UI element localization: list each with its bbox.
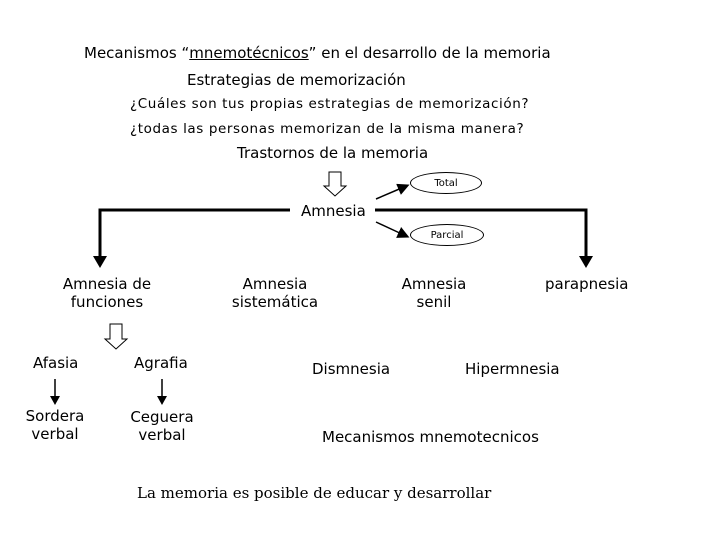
partial-oval [410,224,484,246]
afasia: Afasia [33,354,79,372]
question-2: ¿todas las personas memorizan de la misma manera? [130,121,525,137]
afasia-arrow [50,379,60,405]
strategies-heading: Estrategias de memorización [187,71,406,89]
hollow-down-arrow-icon [324,172,346,196]
sordera-verbal: Sordera verbal [25,407,85,443]
hollow-down-arrow-icon [105,324,127,349]
hipermnesia: Hipermnesia [465,360,560,378]
partial-label: Parcial [430,229,464,241]
right-branch-arrow [375,210,593,268]
title-suffix: ” en el desarrollo de la memoria [308,44,551,62]
footer-statement: La memoria es posible de educar y desarrollar [137,484,492,502]
parapnesia: parapnesia [545,275,629,293]
agrafia: Agrafia [134,354,188,372]
title-prefix: Mecanismos “ [84,44,190,62]
total-label: Total [434,177,458,189]
total-oval [410,172,482,194]
mnemotechnics: Mecanismos mnemotecnicos [322,428,539,446]
dismnesia: Dismnesia [312,360,391,378]
question-1: ¿Cuáles son tus propias estrategias de memorización? [130,96,530,112]
partial-arrow [376,222,404,235]
total-arrow [376,187,404,199]
agrafia-arrow [157,379,167,405]
left-branch-arrow [93,210,290,268]
amnesia-label: Amnesia [301,202,366,220]
amnesia-functions: Amnesia de funciones [62,275,152,311]
disorders-heading: Trastornos de la memoria [237,144,429,162]
title-underlined-word: mnemotécnicos [189,44,309,62]
page-title [84,44,551,62]
amnesia-systematic: Amnesia sistemática [231,275,319,311]
amnesia-senile: Amnesia senil [401,275,467,311]
ceguera-verbal: Ceguera verbal [130,408,194,444]
